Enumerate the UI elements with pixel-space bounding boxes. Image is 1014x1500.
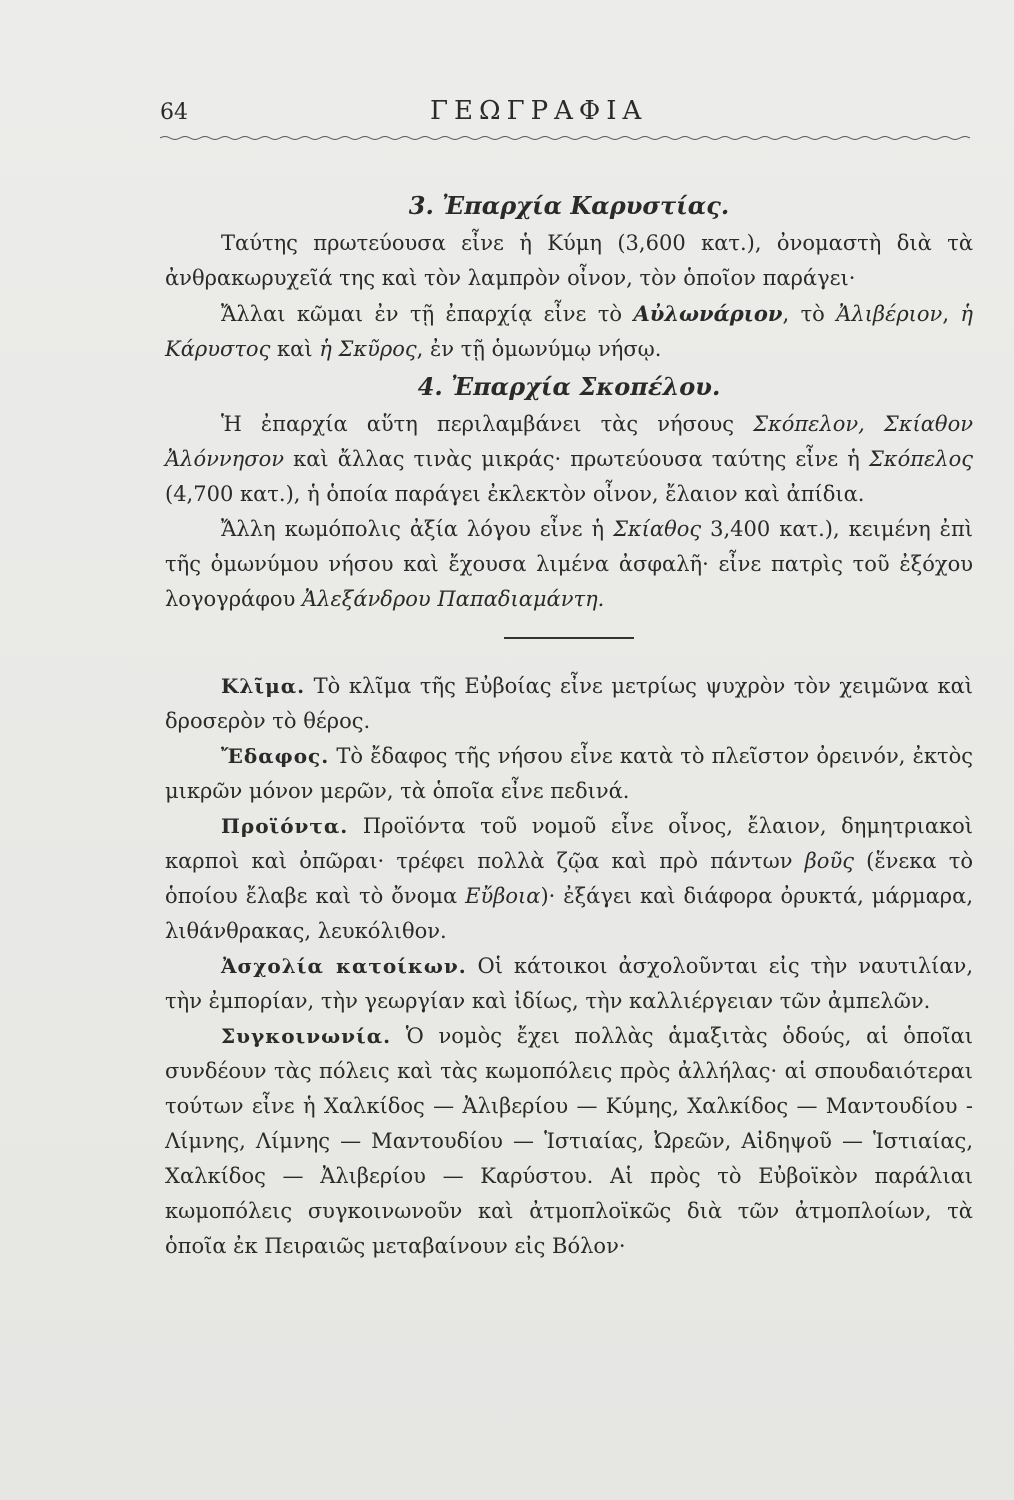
place-name: Σκόπελος [868, 447, 973, 471]
author-name: Ἀλεξάνδρου Παπαδιαμάντη. [302, 587, 605, 611]
page-number: 64 [160, 100, 188, 125]
emphasis: βοῦς [804, 849, 854, 873]
text-run: Ἄλλη κωμόπολις ἀξία λόγου εἶνε ἡ [221, 517, 614, 541]
paragraph-occupations [165, 949, 973, 1019]
text-run: καὶ ἄλλας τινὰς μικράς· πρωτεύουσα ταύτης εἶνε ἡ [283, 447, 869, 471]
place-name: Σκίαθος [613, 517, 702, 541]
section-heading-skopelos: 4. Ἐπαρχία Σκοπέλου. [417, 372, 721, 401]
paragraph-lead: Ἀσχολία κατοίκων. [221, 954, 467, 978]
paragraph-lead: Προϊόντα. [221, 814, 349, 838]
paragraph-terrain [165, 739, 973, 809]
text-run: , ἐν τῇ ὁμωνύμῳ νήσῳ. [416, 337, 662, 361]
paragraph-climate [165, 669, 973, 739]
page-header [160, 96, 980, 136]
text-run: Ὁ νομὸς ἔχει πολλὰς ἁμαξιτὰς ὁδούς, αἱ ὁποῖαι συνδέουν τὰς πόλεις καὶ τὰς κωμοπόλεις πρὸς ἀλλήλας· αἱ σπουδαιότεραι τούτων εἶνε ἡ Χαλκίδος — Ἀλιβερίου — Κύμης, Χαλκίδος — Μαντουδίου - Λίμνης, Λίμνης — Μαντουδίου — Ἱστιαίας, Ὠρεῶν, Αἰδηψοῦ — Ἱστιαίας, Χαλκίδος — Ἀλιβερίου — Καρύστου. Αἱ πρὸς τὸ Εὐβοϊκὸν παράλιαι κωμοπόλεις συγκοινωνοῦν καὶ ἀτμοπλοϊκῶς διὰ τῶν ἀτμοπλοίων, τὰ ὁποῖα ἐκ Πειραιῶς μεταβαίνουν εἰς Βόλον· [165, 1024, 973, 1258]
place-name: Ἀλιβέριον [836, 302, 943, 326]
paragraph-kymi: Ταύτης πρωτεύουσα εἶνε ἡ Κύμη (3,600 κατ.), ὀνομαστὴ διὰ τὰ ἀνθρακωρυχεῖά της καὶ τὸν λαμπρὸν οἶνον, τὸν ὁποῖον παράγει· [165, 231, 973, 290]
paragraph-skopelos-islands [165, 407, 973, 512]
paragraph-lead: Συγκοινωνία. [221, 1024, 392, 1048]
text-run: , [942, 302, 961, 326]
paragraph-skiathos [165, 512, 973, 617]
place-name: ἡ Σκῦρος [319, 337, 417, 361]
paragraph-other-villages [165, 296, 973, 367]
text-run: , τὸ [782, 302, 837, 326]
text-run: (ἕνεκα τὸ ὁποίου ἔλαβε καὶ τὸ ὄνομα [165, 849, 973, 908]
text-run: Ἡ ἐπαρχία αὕτη περιλαμβάνει τὰς νήσους [221, 412, 754, 436]
page-body [165, 186, 973, 1264]
text-run: καὶ [270, 337, 320, 361]
header-wavy-rule [160, 135, 970, 141]
paragraph-products [165, 809, 973, 949]
text-run: )· ἐξάγει καὶ διάφορα ὀρυκτά, μάρμαρα, λιθάνθρακας, λευκόλιθον. [165, 884, 973, 943]
text-run: Οἱ κάτοικοι ἀσχολοῦνται εἰς τὴν ναυτιλίαν, τὴν ἐμπορίαν, τὴν γεωργίαν καὶ ἰδίως, τὴν καλλιέργειαν τῶν ἀμπελῶν. [165, 954, 974, 1013]
place-name: ἡ Κάρυστος [165, 302, 973, 361]
place-name: Αὐλωνάριον [633, 301, 783, 326]
section-heading-karystia: 3. Ἐπαρχία Καρυστίας. [408, 191, 730, 220]
text-run: Τὸ ἔδαφος τῆς νήσου εἶνε κατὰ τὸ πλεῖστον ὀρεινόν, ἐκτὸς μικρῶν μόνον μερῶν, τὰ ὁποῖα εἶνε πεδινά. [165, 744, 973, 803]
running-title: ΓΕΩΓΡΑΦΙΑ [430, 96, 648, 126]
text-run: (4,700 κατ.), ἡ ὁποία παράγει ἐκλεκτὸν οἶνον, ἔλαιον καὶ ἀπίδια. [165, 482, 865, 506]
paragraph-transport [165, 1019, 973, 1264]
text-run: Τὸ κλῖμα τῆς Εὐβοίας εἶνε μετρίως ψυχρὸν τὸν χειμῶνα καὶ δροσερὸν τὸ θέρος. [165, 674, 973, 733]
text-run: Ἄλλαι κῶμαι ἐν τῇ ἐπαρχίᾳ εἶνε τὸ [221, 302, 634, 326]
section-divider [504, 637, 634, 639]
place-name: Σκόπελον, Σκίαθον Ἀλόννησον [165, 412, 973, 471]
text-run: Προϊόντα τοῦ νομοῦ εἶνε οἶνος, ἔλαιον, δημητριακοὶ καρποὶ καὶ ὀπῶραι· τρέφει πολλὰ ζῷα καὶ πρὸ πάντων [165, 814, 973, 873]
text-run: 3,400 κατ.), κειμένη ἐπὶ τῆς ὁμωνύμου νήσου καὶ ἔχουσα λιμένα ἀσφαλῆ· εἶνε πατρὶς τοῦ ἐξόχου λογογράφου [165, 517, 973, 611]
paragraph-lead: Ἔδαφος. [221, 744, 330, 768]
emphasis: Εὔβοια [465, 884, 541, 908]
paragraph-lead: Κλῖμα. [221, 674, 306, 698]
